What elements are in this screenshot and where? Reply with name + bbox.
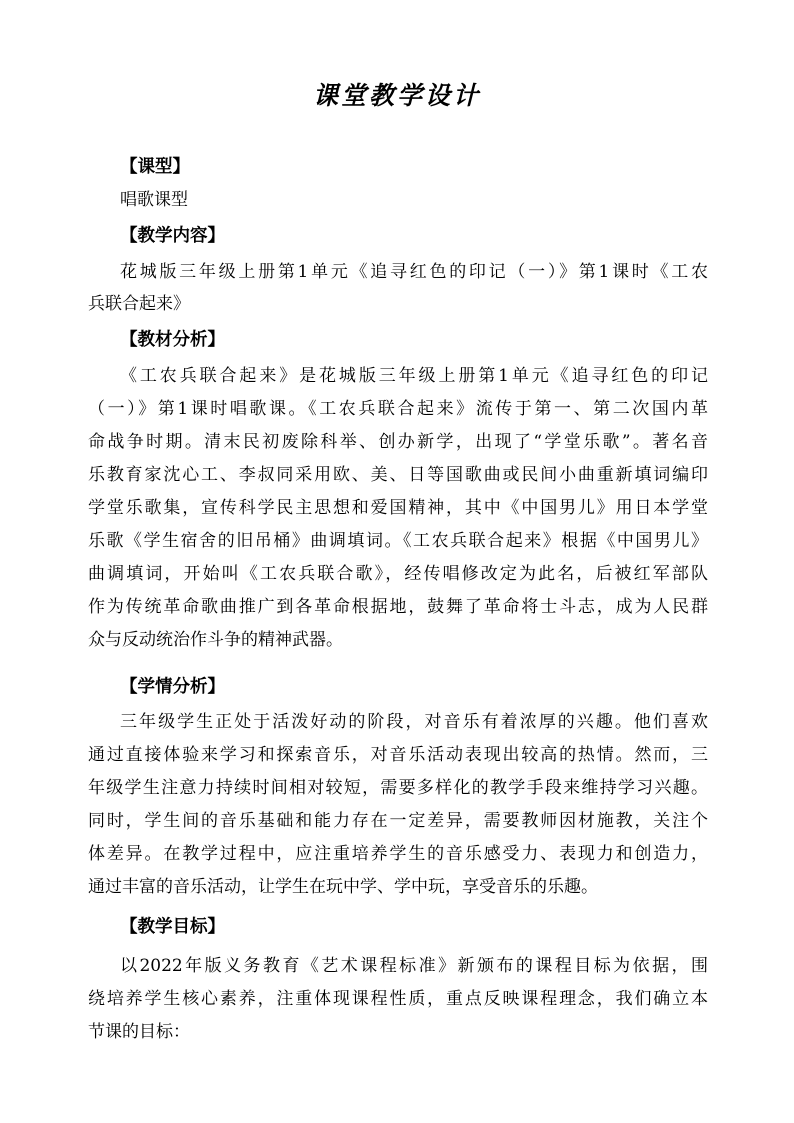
section-heading-teaching-goals: 【教学目标】 xyxy=(120,917,225,937)
paragraph-line: 众与反动统治作斗争的精神武器。 xyxy=(88,630,343,650)
paragraph-line: 以2022年版义务教育《艺术课程标准》新颁布的课程目标为依据，围 xyxy=(120,956,708,976)
paragraph-line: 乐歌《学生宿舍的旧吊桶》曲调填词。《工农兵联合起来》根据《中国男儿》 xyxy=(88,531,708,551)
paragraph-line: 命战争时期。清末民初废除科举、创办新学，出现了“学堂乐歌”。著名音 xyxy=(88,432,708,452)
paragraph-line: 学堂乐歌集，宣传科学民主思想和爱国精神，其中《中国男儿》用日本学堂 xyxy=(88,498,708,518)
paragraph-line: 节课的目标： xyxy=(88,1022,190,1042)
paragraph-line: 通过直接体验来学习和探索音乐，对音乐活动表现出较高的热情。然而，三 xyxy=(88,745,708,765)
paragraph-line: 年级学生注意力持续时间相对较短，需要多样化的教学手段来维持学习兴趣。 xyxy=(88,778,708,798)
section-heading-lesson-type: 【课型】 xyxy=(120,157,190,177)
paragraph-line: 兵联合起来》 xyxy=(88,294,190,314)
paragraph-line: 绕培养学生核心素养，注重体现课程性质，重点反映课程理念，我们确立本 xyxy=(88,989,708,1009)
paragraph-line: （一）》第1课时唱歌课。《工农兵联合起来》流传于第一、第二次国内革 xyxy=(88,399,708,419)
paragraph-line: 花城版三年级上册第1单元《追寻红色的印记（一）》第1课时《工农 xyxy=(120,262,708,282)
paragraph-line: 曲调填词，开始叫《工农兵联合歌》，经传唱修改定为此名，后被红军部队 xyxy=(88,564,708,584)
section-heading-material-analysis: 【教材分析】 xyxy=(120,330,225,350)
paragraph-line: 三年级学生正处于活泼好动的阶段，对音乐有着浓厚的兴趣。他们喜欢 xyxy=(120,712,708,732)
paragraph-line: 乐教育家沈心工、李叔同采用欧、美、日等国歌曲或民间小曲重新填词编印 xyxy=(88,465,708,485)
document-title: 课堂教学设计 xyxy=(312,81,481,110)
paragraph-line: 通过丰富的音乐活动，让学生在玩中学、学中玩，享受音乐的乐趣。 xyxy=(88,877,598,897)
paragraph-line: 唱歌课型 xyxy=(120,190,188,210)
paragraph-line: 《工农兵联合起来》是花城版三年级上册第1单元《追寻红色的印记 xyxy=(120,366,708,386)
section-heading-learner-analysis: 【学情分析】 xyxy=(120,677,225,697)
paragraph-line: 体差异。在教学过程中，应注重培养学生的音乐感受力、表现力和创造力， xyxy=(88,844,708,864)
paragraph-line: 同时，学生间的音乐基础和能力存在一定差异，需要教师因材施教，关注个 xyxy=(88,811,708,831)
paragraph-line: 作为传统革命歌曲推广到各革命根据地，鼓舞了革命将士斗志，成为人民群 xyxy=(88,597,708,617)
section-heading-teaching-content: 【教学内容】 xyxy=(120,226,225,246)
